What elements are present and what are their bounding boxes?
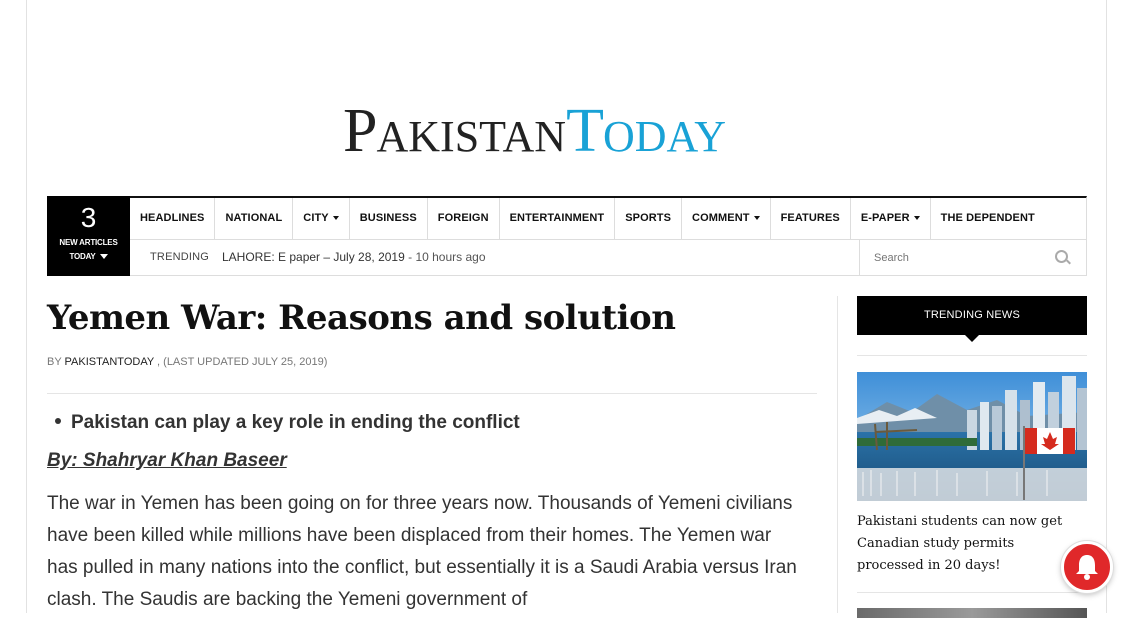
notification-button[interactable] — [1061, 541, 1113, 593]
divider — [857, 592, 1087, 593]
nav-item-city[interactable]: CITY — [293, 198, 349, 239]
nav-item-headlines[interactable]: HEADLINES — [130, 198, 215, 239]
article-title: Yemen War: Reasons and solution — [47, 298, 676, 338]
nav-item-features[interactable]: FEATURES — [771, 198, 851, 239]
nav-item-the-dependent[interactable]: THE DEPENDENT — [940, 212, 1035, 224]
nav-item-national[interactable]: NATIONAL — [215, 198, 293, 239]
nav-item-comment[interactable]: COMMENT — [682, 198, 771, 239]
trending-bar — [130, 239, 1086, 275]
author-link[interactable]: PAKISTANTODAY — [64, 356, 154, 368]
nav-item-e-paper[interactable]: E-PAPER — [851, 198, 931, 239]
article-main — [47, 296, 817, 610]
search-icon[interactable] — [1055, 250, 1068, 263]
bullet-icon — [55, 418, 61, 424]
new-articles-label: NEW ARTICLES TODAY — [59, 238, 118, 261]
nav-item-sports[interactable]: SPORTS — [615, 198, 682, 239]
caret-down-icon — [754, 216, 760, 220]
divider — [857, 355, 1087, 356]
nav-item-entertainment[interactable]: ENTERTAINMENT — [500, 198, 616, 239]
trending-news-heading: TRENDING NEWS — [857, 296, 1087, 335]
article-body: The war in Yemen has been going on for three years now. Thousands of Yemeni civilians have been killed while millions have been displaced from their homes. The Yemen war has pulled in many nations into the conflict, but essentially it is a Saudi Arabia versus Iran clash. The Saudis are backing the Yemeni government of — [47, 493, 797, 610]
caret-down-icon — [100, 254, 108, 259]
next-story-thumbnail[interactable] — [857, 608, 1087, 618]
trending-headline-link[interactable]: LAHORE: E paper – July 28, 2019 - 10 hours ago — [222, 250, 486, 264]
vancouver-skyline-image — [857, 372, 1087, 501]
trending-label: TRENDING — [150, 251, 210, 263]
search-input[interactable] — [872, 247, 1046, 269]
nav-menu — [130, 198, 1086, 240]
new-articles-count: 3 — [80, 202, 97, 233]
article-highlight: Pakistan can play a key role in ending the conflict — [55, 412, 520, 434]
new-articles-counter[interactable] — [47, 196, 130, 276]
sidebar — [857, 296, 1087, 573]
caret-down-icon — [333, 216, 339, 220]
site-logo[interactable]: PAKISTANTODAY — [343, 97, 726, 165]
nav-item-foreign[interactable]: FOREIGN — [428, 198, 500, 239]
article-writer: By: Shahryar Khan Baseer — [47, 450, 287, 471]
article-byline: BY PAKISTANTODAY , (LAST UPDATED JULY 25, 2019) — [47, 356, 328, 368]
trending-story-link[interactable]: Pakistani students can now get Canadian study permits processed in 20 days! — [857, 514, 1063, 573]
main-navigation — [47, 196, 1087, 276]
bell-icon — [1064, 544, 1110, 590]
nav-item-business[interactable]: BUSINESS — [350, 198, 428, 239]
caret-down-icon — [914, 216, 920, 220]
story-thumbnail[interactable] — [857, 372, 1087, 501]
column-divider — [837, 296, 838, 613]
search-box — [859, 239, 1086, 275]
divider — [47, 393, 817, 394]
